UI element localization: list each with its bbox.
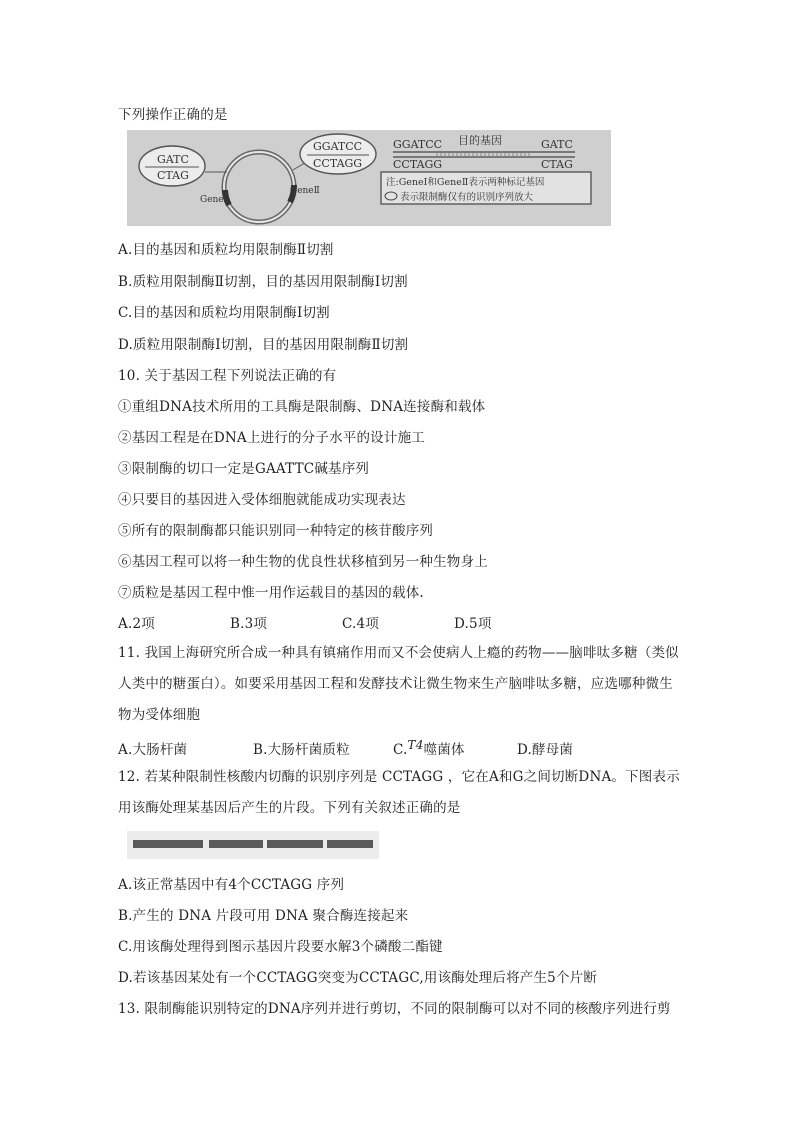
q13-stem: 13. 限制酶能识别特定的DNA序列并进行剪切，不同的限制酶可以对不同的核酸序列进行剪 [118,1001,671,1017]
plasmid-left-bottom: CTAG [157,169,189,182]
q12-stem: 12. 若某种限制性核酸内切酶的识别序列是 CCTAGG ，它在A和G之间切断DNA。下图表示用该酶处理某基因后产生的片段。下列有关叙述正确的是 [118,769,680,816]
q10-options [118,612,492,632]
q10-option-a: A.2项 [118,616,155,632]
fragment-4 [327,840,373,848]
q10-stem: 10. 关于基因工程下列说法正确的有 [118,368,337,384]
q10-item-5: ⑤所有的限制酶都只能识别同一种特定的核苷酸序列 [118,523,434,539]
q12-option-d: D.若该基因某处有一个CCTAGG突变为CCTAGC,用该酶处理后将产生5个片断 [118,970,598,986]
q10-option-b: B.3项 [230,616,268,632]
q11-option-a: A.大肠杆菌 [118,742,188,758]
q11-option-d: D.酵母菌 [517,742,574,758]
q11-options [118,738,573,758]
q11-option-c-prefix: C. [393,742,408,758]
q10-item-1: ①重组DNA技术所用的工具酶是限制酶、DNA连接酶和载体 [118,399,486,415]
q11-option-b: B.大肠杆菌质粒 [253,742,350,758]
dna-left-top: GGATCC [393,138,443,151]
gene1-label: GeneⅠ [200,195,228,205]
dna-left-bottom: CCTAGG [393,158,443,171]
q11-option-c [393,738,517,758]
dna-right-top: GATC [541,138,573,151]
q11-stem: 11. 我国上海研究所合成一种具有镇痛作用而又不会使病人上瘾的药物——脑啡呔多糖（类似人类中的糖蛋白）。如要采用基因工程和发酵技术让微生物来生产脑啡呔多糖，应选哪种微生物为受体细胞 [118,645,679,723]
fragment-1 [133,840,203,848]
q10-option-c: C.4项 [342,616,380,632]
q9-option-c: C.目的基因和质粒均用限制酶Ⅰ切割 [118,305,330,321]
plasmid-right-top: GGATCC [313,140,363,153]
plasmid-right-bottom: CCTAGG [313,157,363,170]
q9-option-b: B.质粒用限制酶Ⅱ切割，目的基因用限制酶Ⅰ切割 [118,274,408,290]
fragment-3 [267,840,323,848]
q10-option-d: D.5项 [454,616,492,632]
q9-option-d: D.质粒用限制酶Ⅰ切割，目的基因用限制酶Ⅱ切割 [118,337,409,353]
t4-label: T4 [407,738,424,752]
note-line2: 表示限制酶仅有的识别序列放大 [400,192,534,203]
q10-item-6: ⑥基因工程可以将一种生物的优良性状移植到另一种生物身上 [118,554,488,570]
dna-right-bottom: CTAG [541,158,573,171]
gene2-label: GeneⅡ [290,186,320,196]
q10-item-7: ⑦质粒是基因工程中惟一用作运载目的基因的载体. [118,585,424,601]
plasmid-gene-figure [127,130,611,226]
q12-option-a: A.该正常基因中有4个CCTAGG 序列 [118,877,345,893]
q12-option-c: C.用该酶处理得到图示基因片段要水解3个磷酸二酯键 [118,939,443,955]
q9-option-a: A.目的基因和质粒均用限制酶Ⅱ切割 [118,242,334,258]
q10-item-4: ④只要目的基因进入受体细胞就能成功实现表达 [118,492,406,508]
gene-fragments-figure [127,831,379,859]
q11-option-c-suffix: 噬菌体 [423,742,465,758]
q9-stem: 下列操作正确的是 [118,107,228,123]
note-line1: 注:GeneⅠ和GeneⅡ表示两种标记基因 [386,177,545,188]
q10-item-3: ③限制酶的切口一定是GAATTC碱基序列 [118,461,370,477]
fragment-2 [209,840,263,848]
plasmid-left-top: GATC [157,153,189,166]
dna-title: 目的基因 [458,134,502,147]
q12-option-b: B.产生的 DNA 片段可用 DNA 聚合酶连接起来 [118,908,409,924]
q10-item-2: ②基因工程是在DNA上进行的分子水平的设计施工 [118,430,425,446]
